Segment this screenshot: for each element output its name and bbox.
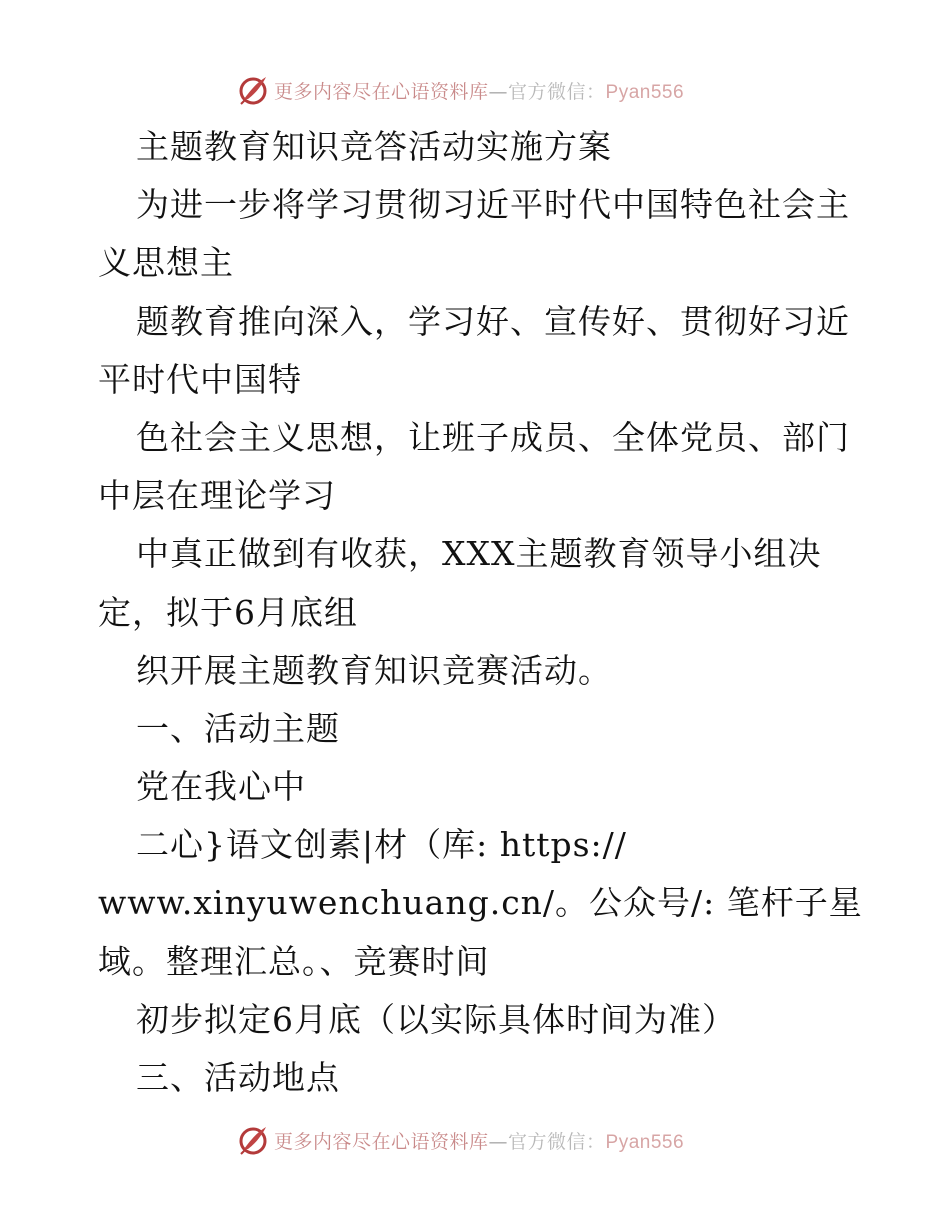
- quill-circle-icon: [236, 1123, 270, 1157]
- header-watermark-banner: [236, 70, 756, 110]
- paragraph-line: www.xinyuwenchuang.cn/。公众号/: 笔杆子星: [98, 883, 863, 923]
- paragraph-line: 题教育推向深入，学习好、宣传好、贯彻好习近: [136, 301, 850, 341]
- paragraph-line: 平时代中国特: [98, 359, 302, 399]
- section-heading: 二心}语文创素|材（库: https://: [136, 825, 627, 865]
- paragraph-line: 域。整理汇总。、竞赛时间: [98, 941, 490, 981]
- banner-text: [274, 1127, 684, 1154]
- banner-brand: 更多内容尽在心语资料库: [274, 80, 489, 103]
- paragraph-line: 织开展主题教育知识竞赛活动。: [136, 650, 612, 690]
- banner-brand: 更多内容尽在心语资料库: [274, 1130, 489, 1153]
- footer-watermark-banner: [236, 1120, 756, 1160]
- paragraph-line: 定，拟于6月底组: [98, 592, 358, 632]
- banner-separator: —: [488, 80, 509, 103]
- section-heading: 三、活动地点: [136, 1058, 340, 1097]
- paragraph-line: 中真正做到有收获，XXX主题教育领导小组决: [136, 534, 822, 574]
- banner-text: [274, 77, 684, 104]
- banner-separator: —: [488, 1130, 509, 1153]
- paragraph-line: 初步拟定6月底（以实际具体时间为准）: [136, 999, 736, 1039]
- paragraph-line: 党在我心中: [136, 767, 306, 807]
- quill-circle-icon: [236, 73, 270, 107]
- section-heading: 一、活动主题: [136, 708, 340, 748]
- paragraph-line: 义思想主: [98, 243, 234, 283]
- banner-wechat-label: 官方微信：: [508, 1130, 606, 1153]
- paragraph-line: 中层在理论学习: [98, 476, 336, 516]
- paragraph-line: 色社会主义思想，让班子成员、全体党员、部门: [136, 417, 850, 457]
- banner-wechat-label: 官方微信：: [508, 80, 606, 103]
- banner-wechat-id: Pyan556: [605, 1131, 685, 1153]
- document-body: [98, 118, 863, 1107]
- document-title: 主题教育知识竞答活动实施方案: [136, 127, 612, 166]
- paragraph-line: 为进一步将学习贯彻习近平时代中国特色社会主: [136, 185, 850, 225]
- banner-wechat-id: Pyan556: [605, 81, 685, 103]
